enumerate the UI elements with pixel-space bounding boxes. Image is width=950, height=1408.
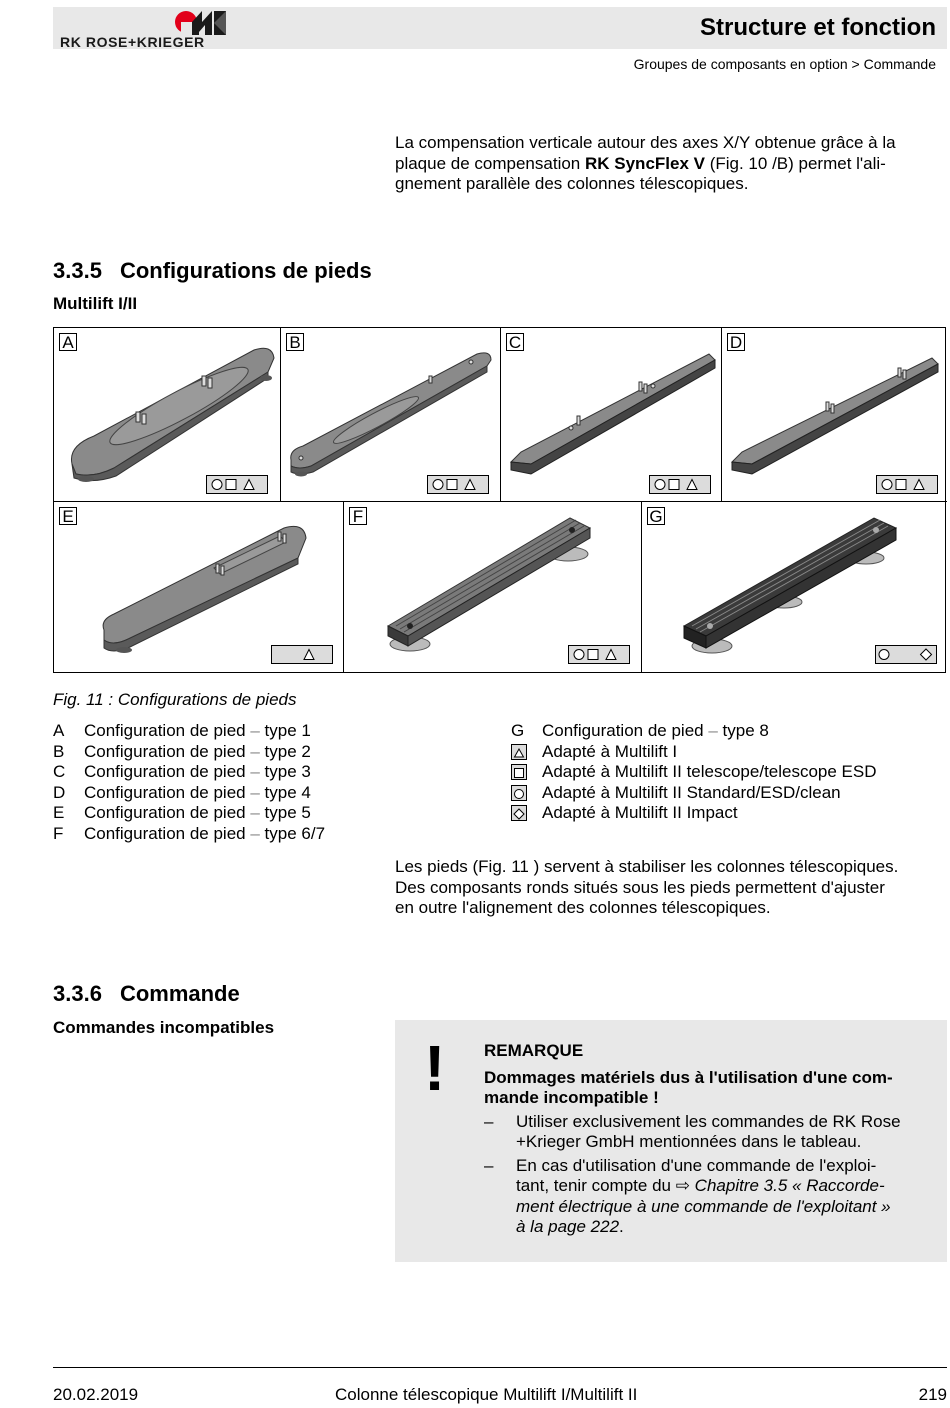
pieds-paragraph: [395, 857, 898, 919]
compat-badge: [649, 475, 711, 494]
note-content: [484, 1041, 940, 1238]
cell-letter: F: [349, 507, 367, 525]
page-link[interactable]: à la page 222: [516, 1217, 620, 1236]
breadcrumb: Groupes de composants en option > Commande: [633, 56, 936, 72]
compat-badge: [876, 475, 938, 494]
section-heading-336: 3.3.6 Commande: [53, 981, 240, 1006]
cell-letter: E: [59, 507, 77, 525]
diamond-icon: [511, 805, 527, 821]
figure-cell-a: [54, 328, 281, 502]
section-subtitle-commandes: Commandes incompatibles: [53, 1018, 275, 1037]
note-warning-line-1: Dommages matériels dus à l'utilisation d'une com-: [484, 1067, 893, 1087]
compat-badge: [427, 475, 489, 494]
legend-right: G Configuration de pied – type 8 Adapté à Multilift I Adapté à Multilift II telescope/telescope ESD Adapté à Multilift II Standard/ESD/clean Adapté à Multilift II Impact: [511, 721, 877, 823]
link-arrow-icon: ⇨: [675, 1176, 690, 1195]
chapter-link[interactable]: Chapitre 3.5 « Raccorde-: [689, 1176, 885, 1195]
section-heading-335: 3.3.5 Configurations de pieds: [53, 258, 372, 283]
pieds-line-1: Les pieds (Fig. 11 ) servent à stabiliser les colonnes télescopiques.: [395, 857, 899, 876]
circle-icon: [511, 785, 527, 801]
intro-line-2: plaque de compensation RK SyncFlex V (Fig. 10 /B) permet l'ali-: [395, 153, 886, 173]
footer-title: Colonne télescopique Multilift I/Multilift II: [335, 1385, 638, 1404]
foot-configurations-figure: [53, 327, 946, 673]
note-bullet-1: – Utiliser exclusivement les commandes de RK Rose +Krieger GmbH mentionnées dans le tableau.: [484, 1111, 901, 1151]
note-warning-line-2: mande incompatible !: [484, 1088, 659, 1107]
logo-text: RK ROSE+KRIEGER: [60, 34, 205, 50]
compat-badge: [875, 645, 937, 664]
figure-cell-d: [722, 328, 947, 502]
cell-letter: G: [647, 507, 665, 525]
pieds-line-3: en outre l'alignement des colonnes télescopiques.: [395, 898, 771, 917]
page-header-title: Structure et fonction: [699, 14, 936, 41]
triangle-icon: [511, 744, 527, 760]
note-bullet-2: – En cas d'utilisation d'une commande de l'exploi- tant, tenir compte du ⇨ Chapitre 3.5 « Raccorde- ment électrique à une commande de l'exploitant » à la page 222.: [484, 1155, 891, 1236]
intro-line-3: gnement parallèle des colonnes télescopiques.: [395, 174, 749, 193]
figure-cell-f: [344, 502, 642, 673]
compat-badge: [568, 645, 630, 664]
footer-divider: [53, 1367, 947, 1368]
note-heading: REMARQUE: [484, 1041, 584, 1060]
compat-badge: [206, 475, 268, 494]
compat-badge: [271, 645, 333, 664]
square-icon: [511, 764, 527, 780]
intro-line-1: La compensation verticale autour des axes X/Y obtenue grâce à la: [395, 133, 896, 152]
pieds-line-2: Des composants ronds situés sous les pieds permettent d'ajuster: [395, 877, 885, 897]
figure-caption: Fig. 11 : Configurations de pieds: [53, 690, 297, 709]
cell-letter: B: [286, 333, 304, 351]
rose-krieger-logo-icon: [174, 8, 230, 36]
footer-date: 20.02.2019: [53, 1385, 139, 1404]
cell-letter: D: [727, 333, 745, 351]
figure-cell-b: [281, 328, 501, 502]
section-subtitle-multilift: Multilift I/II: [53, 294, 138, 313]
cell-letter: A: [59, 333, 77, 351]
page-number: 219: [918, 1385, 947, 1404]
exclamation-icon: !: [424, 1032, 446, 1104]
chapter-link-cont[interactable]: ment électrique à une commande de l'exploitant »: [516, 1196, 891, 1216]
figure-cell-g: [642, 502, 947, 673]
cell-letter: C: [506, 333, 524, 351]
figure-cell-c: [501, 328, 722, 502]
legend-left: A Configuration de pied – type 1 B Configuration de pied – type 2 C Configuration de pied – type 3 D Configuration de pied – type 4 E Configuration de pied – type 5 F Configuration de pied – type 6/7: [53, 721, 326, 843]
figure-cell-e: [54, 502, 344, 673]
intro-paragraph: [395, 133, 896, 195]
